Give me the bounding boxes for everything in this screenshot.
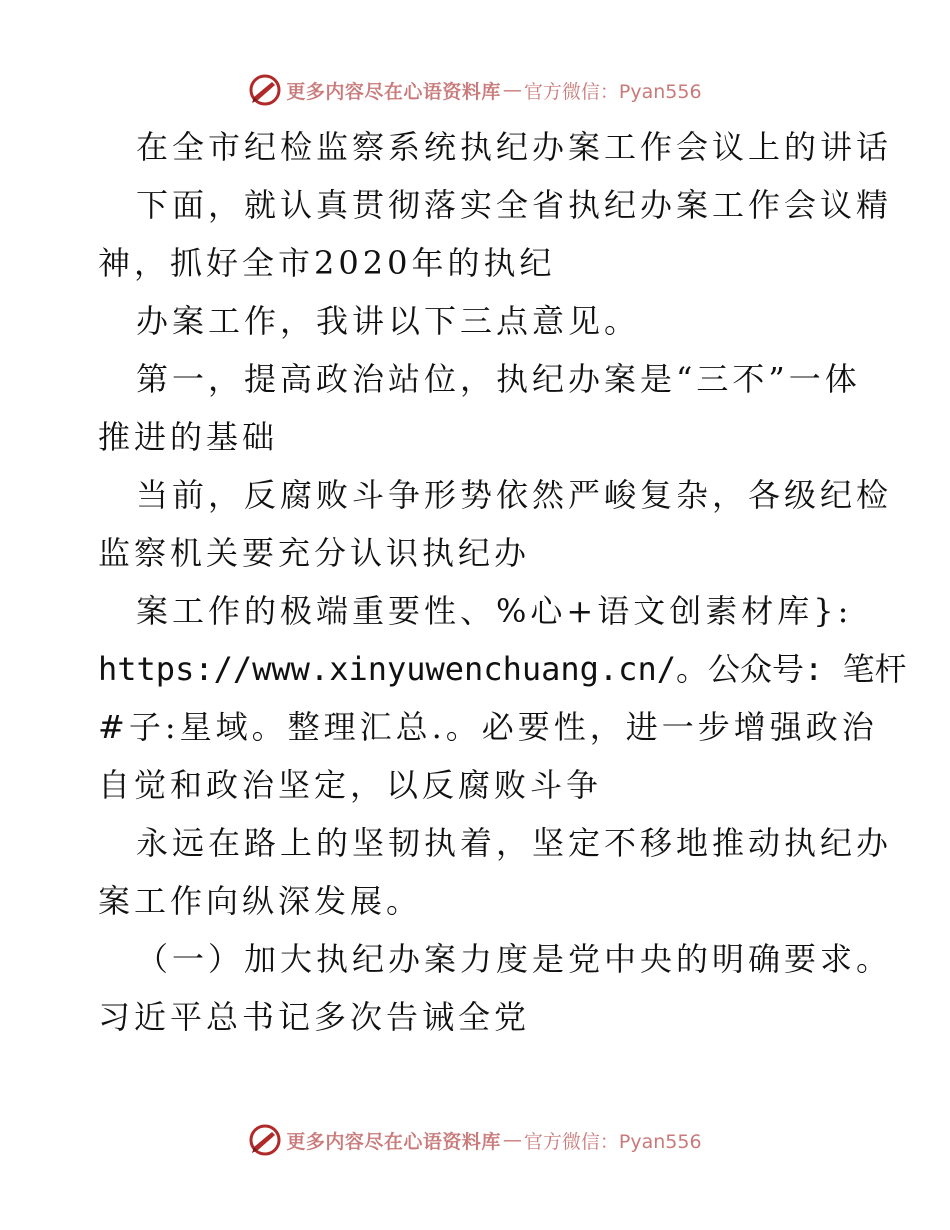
watermark-wechat: 官方微信：Pyan556 [523,1130,702,1153]
watermark-text: 更多内容尽在心语资料库 [286,80,501,103]
section-heading-line: 推进的基础 [98,418,279,456]
document-body [98,118,907,1046]
doc-title: 在全市纪检监察系统执纪办案工作会议上的讲话 [136,128,893,166]
section-heading-line: 第一，提高政治站位，执纪办案是“三不”一体 [136,360,861,398]
paragraph-line: 自觉和政治坚定，以反腐败斗争 [98,766,603,804]
red-circle-pen-logo-icon [248,1123,282,1157]
watermark-text: 更多内容尽在心语资料库 [286,1130,501,1153]
paragraph-line: 神，抓好全市2020年的执纪 [98,244,556,282]
watermark-wechat: 官方微信：Pyan556 [523,80,702,103]
footer-watermark-banner [0,1118,950,1162]
paragraph-line: 永远在路上的坚韧执着，坚定不移地推动执纪办 [136,824,893,862]
paragraph-line-url: https://www.xinyuwenchuang.cn/。公众号: 笔杆 [98,650,907,688]
paragraph-line: 当前，反腐败斗争形势依然严峻复杂，各级纪检 [136,476,893,514]
paragraph-line: 案工作的极端重要性、%心+语文创素材库}: [136,592,853,630]
subsection-heading-line: （一）加大执纪办案力度是党中央的明确要求。 [136,940,893,978]
paragraph-line: 习近平总书记多次告诫全党 [98,998,531,1036]
paragraph-line: 办案工作，我讲以下三点意见。 [136,302,641,340]
header-watermark-banner [0,68,950,112]
watermark-separator: — [502,79,522,101]
watermark-separator: — [502,1129,522,1151]
red-circle-pen-logo-icon [248,73,282,107]
paragraph-line: 案工作向纵深发展。 [98,882,423,920]
paragraph-line: #子:星域。整理汇总.。必要性，进一步增强政治 [98,708,878,746]
paragraph-line: 监察机关要充分认识执纪办 [98,534,531,572]
paragraph-line: 下面，就认真贯彻落实全省执纪办案工作会议精 [136,186,893,224]
